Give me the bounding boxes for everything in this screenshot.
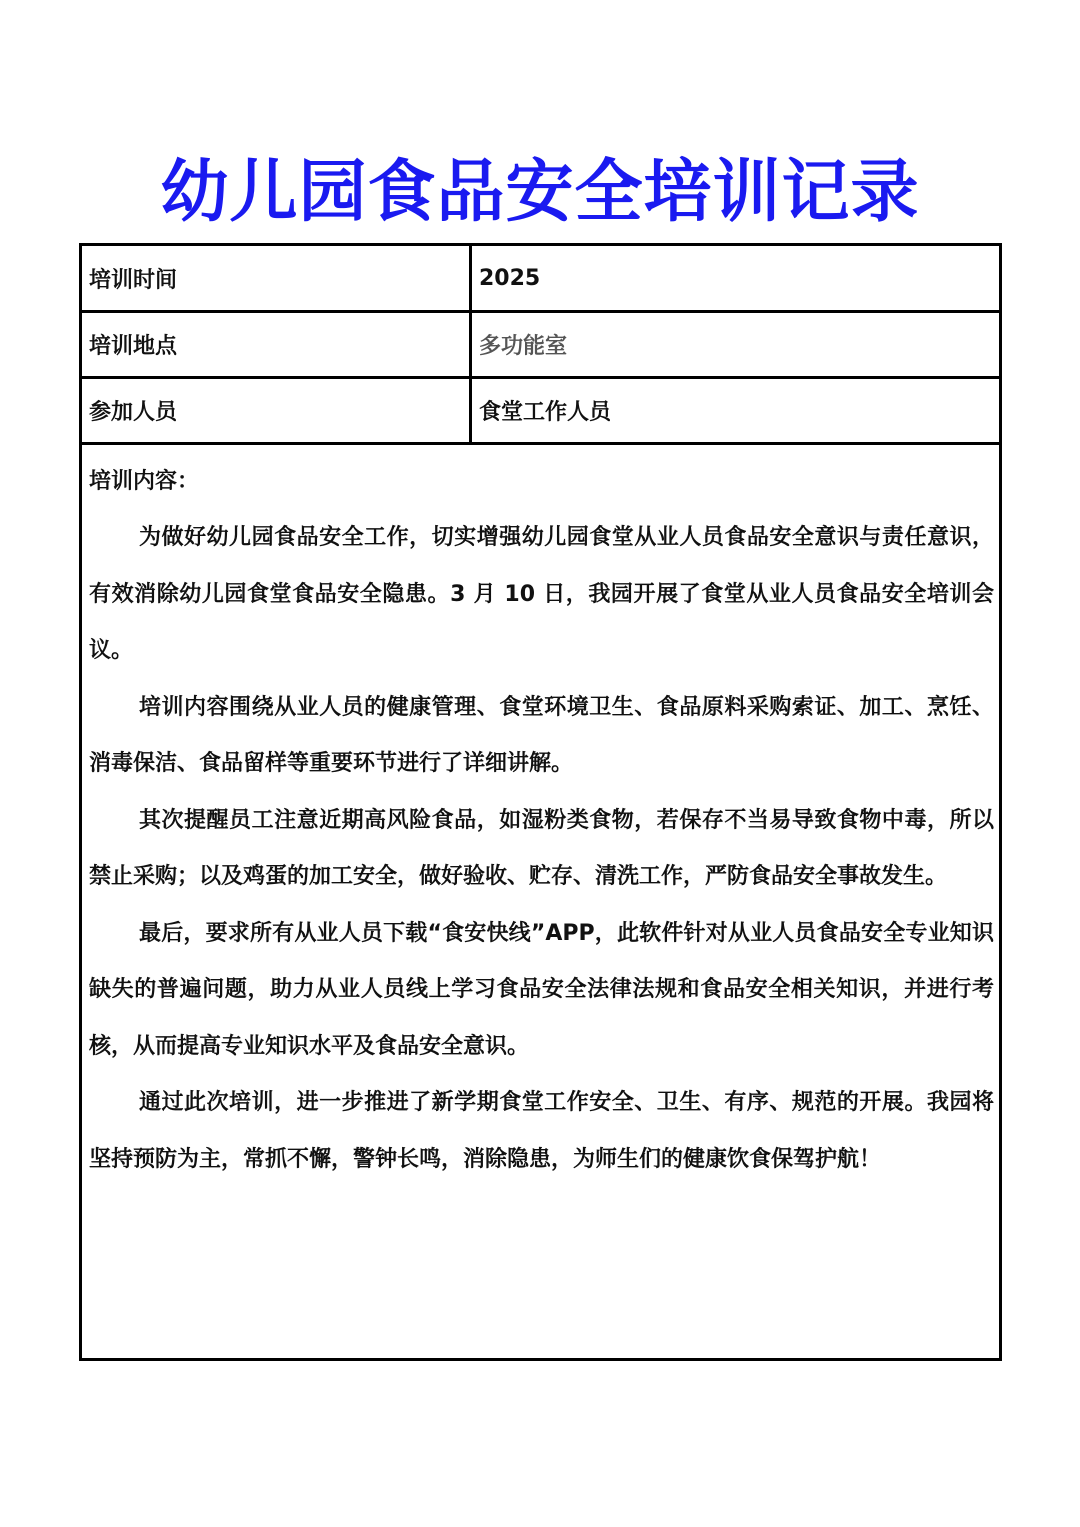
location-value: 多功能室 <box>479 334 568 359</box>
location-label: 培训地点 <box>82 313 472 376</box>
training-content-section <box>89 462 994 1188</box>
table-row-time <box>82 246 999 313</box>
attendees-label: 参加人员 <box>82 379 472 442</box>
time-value: 2025 <box>479 265 541 291</box>
document-title: 幼儿园食品安全培训记录 <box>160 153 920 232</box>
content-paragraph: 最后，要求所有从业人员下载“食安快线”APP，此软件针对从业人员食品安全专业知识缺失的普遍问题，助力从业人员线上学习食品安全法律法规和食品安全相关知识，并进行考核，从而提高专业知识水平及食品安全意识。 <box>89 920 994 1059</box>
training-record-table <box>79 243 1002 1361</box>
training-content-heading: 培训内容： <box>89 469 200 494</box>
table-row-attendees <box>82 379 999 445</box>
time-label: 培训时间 <box>82 246 472 310</box>
content-paragraph: 为做好幼儿园食品安全工作，切实增强幼儿园食堂从业人员食品安全意识与责任意识，有效消除幼儿园食堂食品安全隐患。3 月 10 日，我园开展了食堂从业人员食品安全培训会议。 <box>89 525 994 663</box>
content-paragraph: 通过此次培训，进一步推进了新学期食堂工作安全、卫生、有序、规范的开展。我园将坚持预防为主，常抓不懈，警钟长鸣，消除隐患，为师生们的健康饮食保驾护航！ <box>89 1090 994 1172</box>
attendees-value: 食堂工作人员 <box>479 400 612 425</box>
table-row-location <box>82 313 999 379</box>
content-paragraph: 培训内容围绕从业人员的健康管理、食堂环境卫生、食品原料采购索证、加工、烹饪、消毒保洁、食品留样等重要环节进行了详细讲解。 <box>89 694 994 776</box>
content-paragraph: 其次提醒员工注意近期高风险食品，如湿粉类食物，若保存不当易导致食物中毒，所以禁止采购；以及鸡蛋的加工安全，做好验收、贮存、清洗工作，严防食品安全事故发生。 <box>89 807 994 889</box>
